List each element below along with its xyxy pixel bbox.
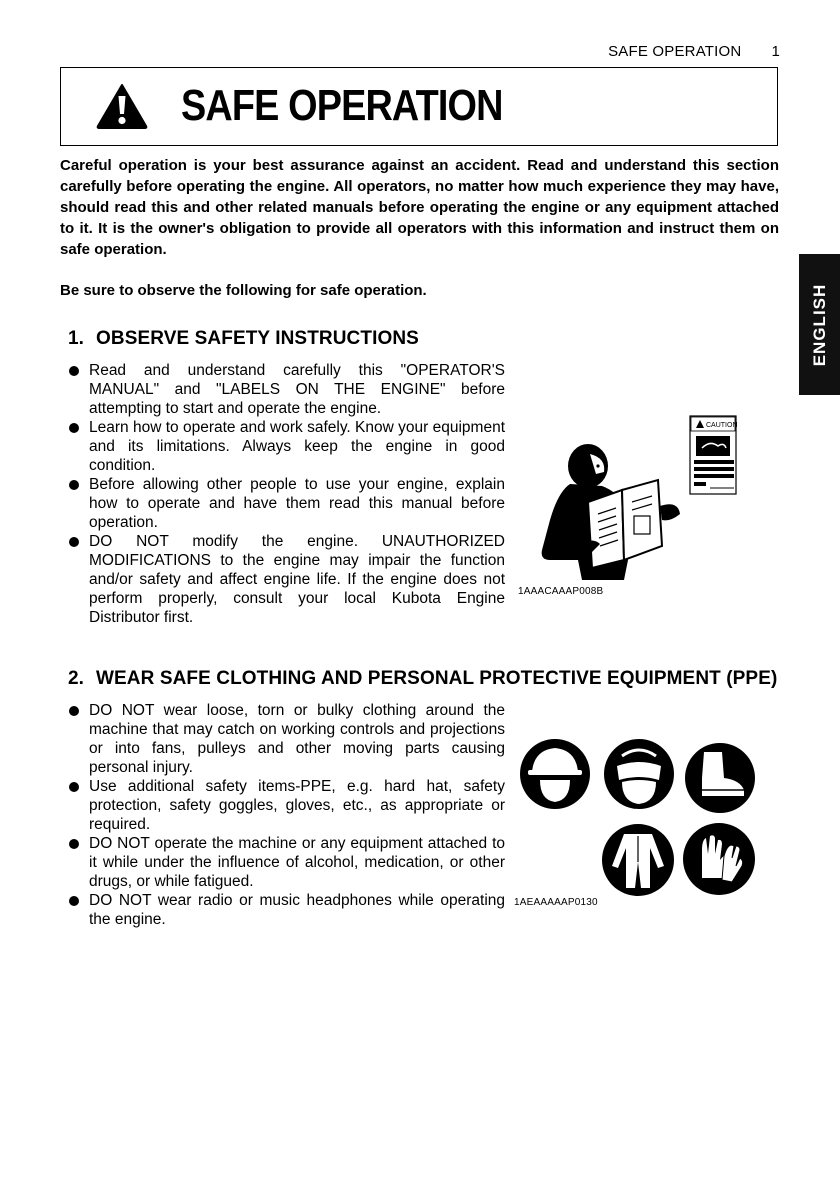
figure2-caption: 1AEAAAAAP0130 bbox=[514, 897, 598, 908]
list-item: DO NOT operate the machine or any equipment attached to it while under the influence of alcohol, medication, or other drugs, or while fatigued. bbox=[60, 834, 505, 891]
bullet-icon bbox=[69, 782, 79, 792]
bullet-icon bbox=[69, 423, 79, 433]
section1-title: OBSERVE SAFETY INSTRUCTIONS bbox=[96, 328, 419, 349]
section2-title: WEAR SAFE CLOTHING AND PERSONAL PROTECTIVE EQUIPMENT (PPE) bbox=[96, 668, 778, 689]
list-item: DO NOT modify the engine. UNAUTHORIZED MODIFICATIONS to the engine may impair the function and/or safety and affect engine life. If the engine does not perform properly, consult your local Kubota Engine Distributor first. bbox=[60, 532, 505, 627]
language-tab bbox=[799, 254, 840, 395]
header-section-title: SAFE OPERATION bbox=[608, 43, 742, 60]
hard-hat-icon bbox=[520, 739, 590, 809]
bullet-icon bbox=[69, 537, 79, 547]
language-tab-label: ENGLISH bbox=[809, 283, 829, 366]
list-item: DO NOT wear radio or music headphones while operating the engine. bbox=[60, 891, 505, 929]
safety-gloves-icon bbox=[683, 823, 755, 895]
bullet-icon bbox=[69, 896, 79, 906]
ppe-icons-illustration bbox=[518, 738, 763, 898]
page-title: SAFE OPERATION bbox=[181, 81, 503, 130]
intro-paragraph: Careful operation is your best assurance against an accident. Read and understand this section carefully before operating the engine. All operators, no matter how much experience they may have, should read this and other related manuals before operating the engine or any equipment attached to it. It is the owner's obligation to provide all operators with this information and instruct them on safe operation. bbox=[60, 157, 779, 258]
safety-boots-icon bbox=[685, 743, 755, 813]
bullet-icon bbox=[69, 480, 79, 490]
observe-note: Be sure to observe the following for safe operation. bbox=[60, 282, 427, 299]
section1-heading bbox=[68, 328, 419, 350]
section2-heading bbox=[68, 668, 777, 690]
list-item: DO NOT wear loose, torn or bulky clothing around the machine that may catch on working controls and projections or into fans, pulleys and other moving parts causing personal injury. bbox=[60, 701, 505, 777]
page-number: 1 bbox=[771, 43, 780, 60]
safety-goggles-icon bbox=[604, 739, 674, 809]
bullet-icon bbox=[69, 839, 79, 849]
section2-number: 2. bbox=[68, 668, 85, 689]
section1-number: 1. bbox=[68, 328, 85, 349]
figure1-caption: 1AAACAAAP008B bbox=[518, 586, 604, 597]
warning-triangle-icon bbox=[95, 82, 149, 130]
section2-list bbox=[60, 701, 505, 929]
title-box bbox=[60, 67, 778, 146]
bullet-icon bbox=[69, 706, 79, 716]
reading-manual-illustration bbox=[520, 410, 750, 585]
bullet-icon bbox=[69, 366, 79, 376]
page-header bbox=[608, 43, 780, 60]
coverall-icon bbox=[602, 824, 674, 896]
section1-list bbox=[60, 361, 505, 627]
list-item: Read and understand carefully this "OPERATOR'S MANUAL" and "LABELS ON THE ENGINE" before attempting to start and operate the engine. bbox=[60, 361, 505, 418]
list-item: Learn how to operate and work safely. Know your equipment and its limitations. Always keep the engine in good condition. bbox=[60, 418, 505, 475]
list-item: Before allowing other people to use your engine, explain how to operate and have them read this manual before operation. bbox=[60, 475, 505, 532]
caution-label-text: CAUTION bbox=[706, 422, 738, 429]
list-item: Use additional safety items-PPE, e.g. hard hat, safety protection, safety goggles, gloves, etc., as appropriate or required. bbox=[60, 777, 505, 834]
